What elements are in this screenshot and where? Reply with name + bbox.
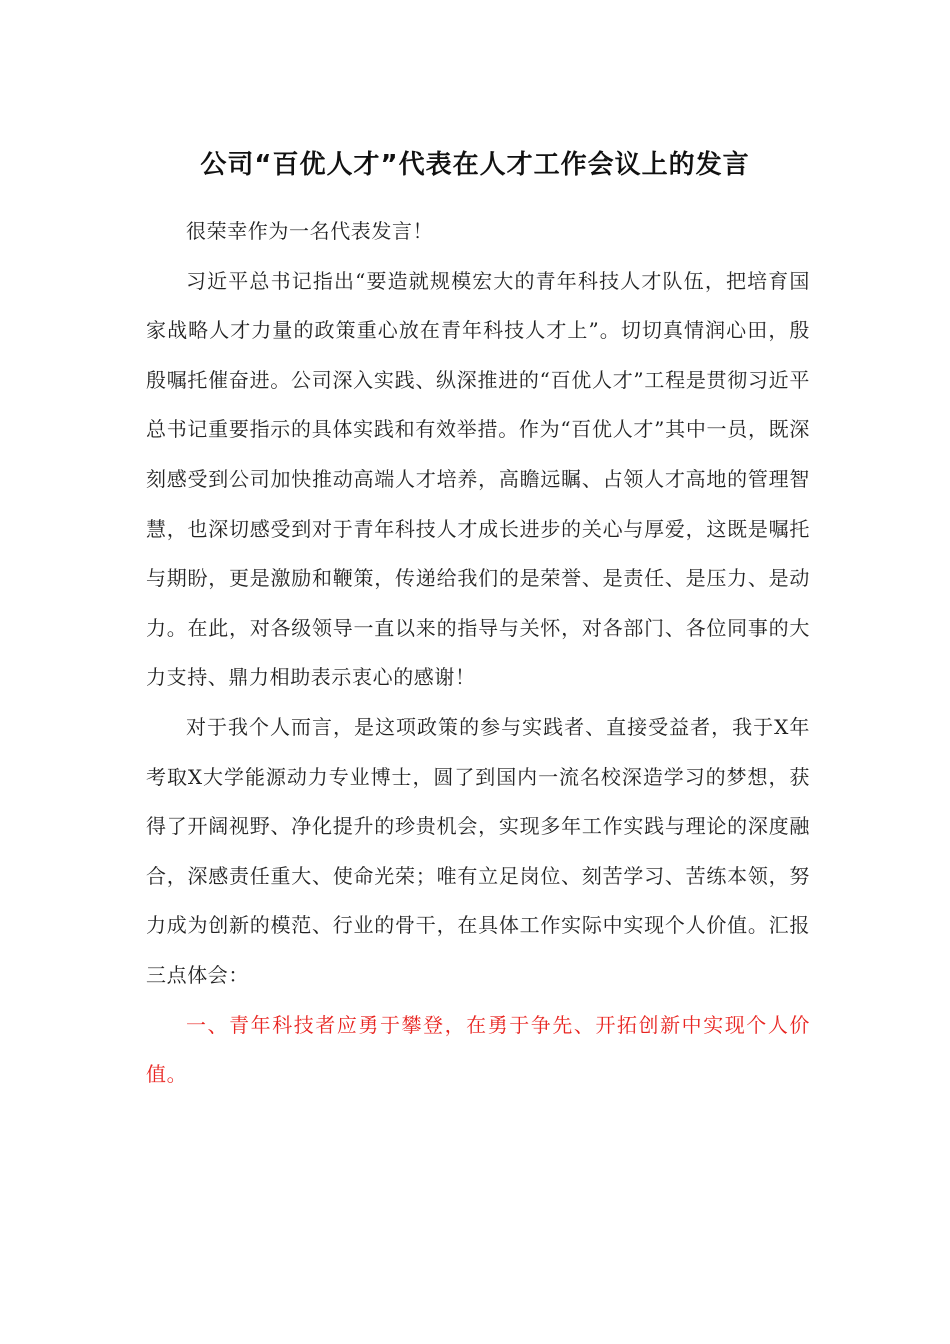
section-heading-1: 一、青年科技者应勇于攀登，在勇于争先、开拓创新中实现个人价值。 bbox=[146, 1012, 810, 1087]
document-title: 公司“百优人才”代表在人才工作会议上的发言 bbox=[200, 150, 750, 180]
paragraph-opening: 很荣幸作为一名代表发言！ bbox=[186, 219, 434, 243]
document-body bbox=[146, 207, 810, 1100]
paragraph-quote: 习近平总书记指出“要造就规模宏大的青年科技人才队伍，把培育国家战略人才力量的政策重心放在青年科技人才上”。切切真情润心田，殷殷嘱托催奋进。公司深入实践、纵深推进的“百优人才”工程是贯彻习近平总书记重要指示的具体实践和有效举措。作为“百优人才”其中一员，既深刻感受到公司加快推动高端人才培养，高瞻远瞩、占领人才高地的管理智慧，也深切感受到对于青年科技人才成长进步的关心与厚爱，这既是嘱托与期盼，更是激励和鞭策，传递给我们的是荣誉、是责任、是压力、是动力。在此，对各级领导一直以来的指导与关怀，对各部门、各位同事的大力支持、鼎力相助表示衷心的感谢！ bbox=[146, 268, 810, 690]
paragraph-personal: 对于我个人而言，是这项政策的参与实践者、直接受益者，我于X年考取X大学能源动力专业博士，圆了到国内一流名校深造学习的梦想，获得了开阔视野、净化提升的珍贵机会，实现多年工作实践与理论的深度融合，深感责任重大、使命光荣；唯有立足岗位、刻苦学习、苦练本领，努力成为创新的模范、行业的骨干，在具体工作实际中实现个人价值。汇报三点体会： bbox=[146, 714, 811, 987]
